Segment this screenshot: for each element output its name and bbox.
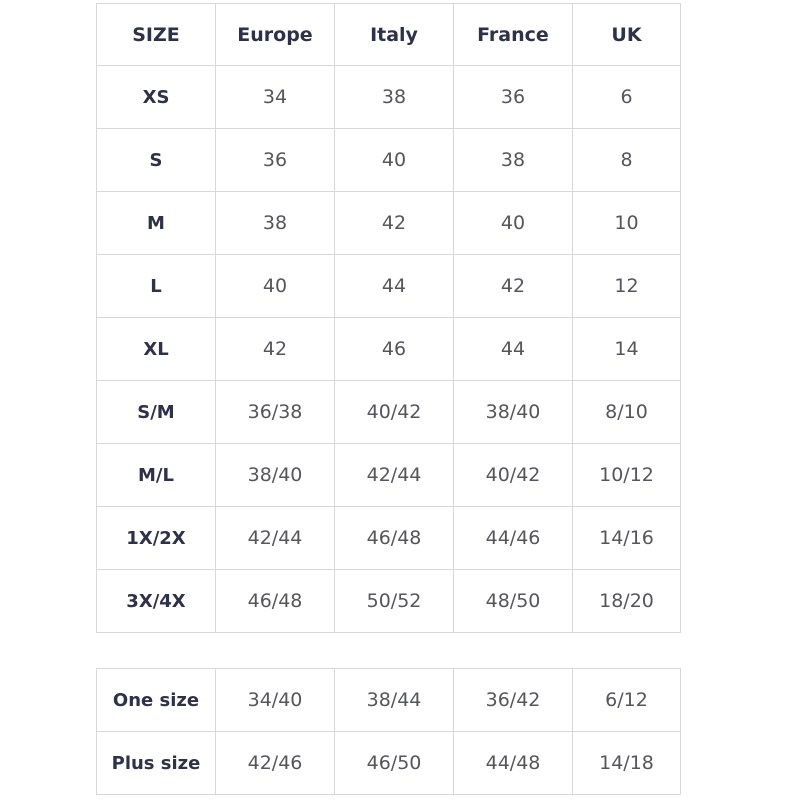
- size-value-cell: 6/12: [573, 669, 681, 732]
- size-value-cell: 40/42: [335, 381, 454, 444]
- size-value-cell: 44/48: [454, 732, 573, 795]
- size-value-cell: 46/48: [216, 570, 335, 633]
- size-value-cell: 36/38: [216, 381, 335, 444]
- size-value-cell: 38/44: [335, 669, 454, 732]
- table-row: [97, 732, 681, 795]
- row-label-sm: S/M: [97, 381, 216, 444]
- size-value-cell: 42: [216, 318, 335, 381]
- row-label-ml: M/L: [97, 444, 216, 507]
- table-row: [97, 66, 681, 129]
- size-value-cell: 38/40: [216, 444, 335, 507]
- table-row: [97, 669, 681, 732]
- column-header-france: France: [454, 4, 573, 66]
- size-value-cell: 8/10: [573, 381, 681, 444]
- row-label-m: M: [97, 192, 216, 255]
- size-value-cell: 44: [335, 255, 454, 318]
- table-row: [97, 507, 681, 570]
- size-value-cell: 34: [216, 66, 335, 129]
- header-row: [97, 4, 681, 66]
- special-sizes-table: [96, 668, 681, 795]
- size-value-cell: 50/52: [335, 570, 454, 633]
- size-value-cell: 8: [573, 129, 681, 192]
- size-value-cell: 42: [454, 255, 573, 318]
- size-value-cell: 10: [573, 192, 681, 255]
- size-value-cell: 36/42: [454, 669, 573, 732]
- column-header-italy: Italy: [335, 4, 454, 66]
- size-value-cell: 40: [335, 129, 454, 192]
- size-value-cell: 42/44: [335, 444, 454, 507]
- size-value-cell: 38/40: [454, 381, 573, 444]
- size-value-cell: 48/50: [454, 570, 573, 633]
- column-header-size: SIZE: [97, 4, 216, 66]
- size-value-cell: 38: [454, 129, 573, 192]
- size-value-cell: 40: [216, 255, 335, 318]
- table-row: [97, 255, 681, 318]
- size-value-cell: 6: [573, 66, 681, 129]
- size-value-cell: 14: [573, 318, 681, 381]
- row-label-xl: XL: [97, 318, 216, 381]
- table-row: [97, 381, 681, 444]
- size-value-cell: 38: [335, 66, 454, 129]
- size-value-cell: 10/12: [573, 444, 681, 507]
- size-value-cell: 40: [454, 192, 573, 255]
- size-value-cell: 44: [454, 318, 573, 381]
- row-label-one-size: One size: [97, 669, 216, 732]
- row-label-1x2x: 1X/2X: [97, 507, 216, 570]
- table-row: [97, 192, 681, 255]
- size-value-cell: 36: [454, 66, 573, 129]
- size-value-cell: 12: [573, 255, 681, 318]
- size-value-cell: 42/44: [216, 507, 335, 570]
- column-header-uk: UK: [573, 4, 681, 66]
- size-value-cell: 14/18: [573, 732, 681, 795]
- size-value-cell: 34/40: [216, 669, 335, 732]
- size-value-cell: 46/50: [335, 732, 454, 795]
- row-label-s: S: [97, 129, 216, 192]
- table-row: [97, 129, 681, 192]
- size-value-cell: 40/42: [454, 444, 573, 507]
- size-value-cell: 42/46: [216, 732, 335, 795]
- size-value-cell: 18/20: [573, 570, 681, 633]
- size-value-cell: 38: [216, 192, 335, 255]
- size-value-cell: 44/46: [454, 507, 573, 570]
- row-label-3x4x: 3X/4X: [97, 570, 216, 633]
- row-label-xs: XS: [97, 66, 216, 129]
- row-label-l: L: [97, 255, 216, 318]
- table-row: [97, 318, 681, 381]
- column-header-europe: Europe: [216, 4, 335, 66]
- size-conversion-table: [96, 3, 681, 633]
- table-row: [97, 570, 681, 633]
- row-label-plus-size: Plus size: [97, 732, 216, 795]
- size-value-cell: 36: [216, 129, 335, 192]
- size-value-cell: 14/16: [573, 507, 681, 570]
- table-row: [97, 444, 681, 507]
- size-value-cell: 42: [335, 192, 454, 255]
- size-value-cell: 46: [335, 318, 454, 381]
- size-value-cell: 46/48: [335, 507, 454, 570]
